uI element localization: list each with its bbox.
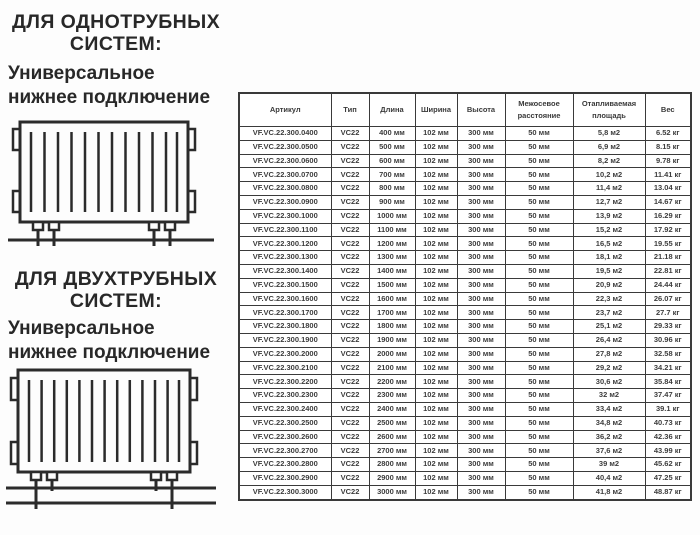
table-cell: 300 мм — [457, 430, 505, 444]
table-cell: 102 мм — [415, 430, 457, 444]
table-cell: 102 мм — [415, 195, 457, 209]
table-cell: 1500 мм — [369, 278, 415, 292]
table-cell: VC22 — [331, 471, 369, 485]
table-cell: VF.VC.22.300.1800 — [239, 320, 331, 334]
table-cell: 300 мм — [457, 361, 505, 375]
table-cell: VC22 — [331, 333, 369, 347]
table-cell: VF.VC.22.300.2400 — [239, 402, 331, 416]
table-cell: 41,8 м2 — [573, 485, 645, 499]
table-cell: 14.67 кг — [645, 195, 691, 209]
table-cell: 102 мм — [415, 278, 457, 292]
table-cell: VF.VC.22.300.2800 — [239, 458, 331, 472]
table-cell: 33,4 м2 — [573, 402, 645, 416]
table-cell: 102 мм — [415, 223, 457, 237]
table-cell: 300 мм — [457, 292, 505, 306]
table-cell: 13,9 м2 — [573, 209, 645, 223]
table-cell: VF.VC.22.300.0700 — [239, 168, 331, 182]
table-cell: VC22 — [331, 168, 369, 182]
table-cell: VC22 — [331, 402, 369, 416]
table-cell: 1700 мм — [369, 306, 415, 320]
table-cell: 50 мм — [505, 127, 573, 141]
column-header: Высота — [457, 93, 505, 127]
table-cell: 23,7 м2 — [573, 306, 645, 320]
table-cell: VC22 — [331, 361, 369, 375]
table-cell: 300 мм — [457, 416, 505, 430]
table-cell: VF.VC.22.300.2000 — [239, 347, 331, 361]
table-cell: 300 мм — [457, 347, 505, 361]
table-cell: VC22 — [331, 140, 369, 154]
table-row — [239, 127, 691, 141]
table-row — [239, 471, 691, 485]
table-cell: 10,2 м2 — [573, 168, 645, 182]
table-cell: VC22 — [331, 237, 369, 251]
table-cell: 16.29 кг — [645, 209, 691, 223]
table-cell: 27,8 м2 — [573, 347, 645, 361]
table-cell: 18,1 м2 — [573, 251, 645, 265]
table-cell: 9.78 кг — [645, 154, 691, 168]
table-cell: 26.07 кг — [645, 292, 691, 306]
table-cell: 300 мм — [457, 127, 505, 141]
table-cell: 15,2 м2 — [573, 223, 645, 237]
table-cell: 30,6 м2 — [573, 375, 645, 389]
table-cell: VF.VC.22.300.0900 — [239, 195, 331, 209]
table-cell: VC22 — [331, 458, 369, 472]
table-cell: VC22 — [331, 444, 369, 458]
table-cell: 43.99 кг — [645, 444, 691, 458]
table-cell: 2100 мм — [369, 361, 415, 375]
table-cell: 40,4 м2 — [573, 471, 645, 485]
table-cell: 50 мм — [505, 264, 573, 278]
table-row — [239, 402, 691, 416]
table-cell: 50 мм — [505, 333, 573, 347]
table-row — [239, 292, 691, 306]
table-cell: 50 мм — [505, 485, 573, 499]
table-row — [239, 140, 691, 154]
table-row — [239, 264, 691, 278]
table-row — [239, 251, 691, 265]
table-cell: 300 мм — [457, 278, 505, 292]
table-row — [239, 361, 691, 375]
spec-table-header-row — [239, 93, 691, 127]
table-cell: 40.73 кг — [645, 416, 691, 430]
table-cell: 27.7 кг — [645, 306, 691, 320]
table-cell: 400 мм — [369, 127, 415, 141]
table-cell: 1900 мм — [369, 333, 415, 347]
table-cell: VC22 — [331, 264, 369, 278]
table-cell: 50 мм — [505, 292, 573, 306]
table-cell: VC22 — [331, 127, 369, 141]
table-cell: 102 мм — [415, 209, 457, 223]
table-cell: VF.VC.22.300.2300 — [239, 389, 331, 403]
table-cell: 102 мм — [415, 264, 457, 278]
table-cell: 102 мм — [415, 237, 457, 251]
table-cell: 300 мм — [457, 402, 505, 416]
table-cell: 6.52 кг — [645, 127, 691, 141]
table-cell: 300 мм — [457, 306, 505, 320]
table-cell: VC22 — [331, 347, 369, 361]
table-cell: 102 мм — [415, 402, 457, 416]
table-cell: 34.21 кг — [645, 361, 691, 375]
table-cell: 1000 мм — [369, 209, 415, 223]
table-cell: 29.33 кг — [645, 320, 691, 334]
table-row — [239, 485, 691, 499]
table-cell: 2900 мм — [369, 471, 415, 485]
column-header: Межосевое расстояние — [505, 93, 573, 127]
spec-table-body — [239, 127, 691, 500]
table-cell: VC22 — [331, 278, 369, 292]
table-cell: 39.1 кг — [645, 402, 691, 416]
table-cell: 900 мм — [369, 195, 415, 209]
table-cell: 300 мм — [457, 485, 505, 499]
table-cell: 300 мм — [457, 209, 505, 223]
table-cell: VC22 — [331, 375, 369, 389]
table-cell: 30.96 кг — [645, 333, 691, 347]
table-cell: VF.VC.22.300.1100 — [239, 223, 331, 237]
table-row — [239, 333, 691, 347]
table-cell: 19,5 м2 — [573, 264, 645, 278]
section-subheading-two-pipe: Универсальное нижнее подключение — [8, 318, 211, 363]
table-cell: VF.VC.22.300.2700 — [239, 444, 331, 458]
table-cell: 1400 мм — [369, 264, 415, 278]
column-header: Отапливаемая площадь — [573, 93, 645, 127]
table-cell: 600 мм — [369, 154, 415, 168]
table-cell: 102 мм — [415, 333, 457, 347]
table-cell: VC22 — [331, 182, 369, 196]
table-cell: 50 мм — [505, 361, 573, 375]
table-cell: 300 мм — [457, 471, 505, 485]
table-cell: 2800 мм — [369, 458, 415, 472]
table-cell: 50 мм — [505, 168, 573, 182]
table-cell: 300 мм — [457, 264, 505, 278]
table-cell: 50 мм — [505, 375, 573, 389]
table-row — [239, 430, 691, 444]
table-cell: 300 мм — [457, 458, 505, 472]
table-cell: 300 мм — [457, 168, 505, 182]
table-cell: 50 мм — [505, 140, 573, 154]
table-cell: VF.VC.22.300.1000 — [239, 209, 331, 223]
table-row — [239, 347, 691, 361]
table-row — [239, 416, 691, 430]
table-cell: 37,6 м2 — [573, 444, 645, 458]
table-cell: 50 мм — [505, 402, 573, 416]
table-cell: 50 мм — [505, 237, 573, 251]
table-cell: VF.VC.22.300.3000 — [239, 485, 331, 499]
table-cell: VF.VC.22.300.1300 — [239, 251, 331, 265]
table-cell: 2300 мм — [369, 389, 415, 403]
table-cell: 32.58 кг — [645, 347, 691, 361]
table-cell: 300 мм — [457, 237, 505, 251]
table-cell: 102 мм — [415, 389, 457, 403]
section-heading-two-pipe: ДЛЯ ДВУХТРУБНЫХ СИСТЕМ: — [14, 268, 218, 313]
table-cell: 102 мм — [415, 320, 457, 334]
table-cell: 300 мм — [457, 251, 505, 265]
table-cell: VF.VC.22.300.2200 — [239, 375, 331, 389]
table-cell: 50 мм — [505, 182, 573, 196]
column-header: Вес — [645, 93, 691, 127]
table-cell: 3000 мм — [369, 485, 415, 499]
table-cell: 50 мм — [505, 195, 573, 209]
table-cell: 2400 мм — [369, 402, 415, 416]
table-cell: 50 мм — [505, 223, 573, 237]
table-cell: VC22 — [331, 389, 369, 403]
table-cell: 17.92 кг — [645, 223, 691, 237]
table-cell: VF.VC.22.300.1500 — [239, 278, 331, 292]
table-cell: 300 мм — [457, 195, 505, 209]
table-cell: 300 мм — [457, 154, 505, 168]
table-cell: 102 мм — [415, 347, 457, 361]
table-cell: 1200 мм — [369, 237, 415, 251]
table-cell: VF.VC.22.300.0500 — [239, 140, 331, 154]
table-cell: 800 мм — [369, 182, 415, 196]
table-cell: VF.VC.22.300.2900 — [239, 471, 331, 485]
column-header: Ширина — [415, 93, 457, 127]
table-row — [239, 306, 691, 320]
table-cell: VF.VC.22.300.1900 — [239, 333, 331, 347]
table-cell: 39 м2 — [573, 458, 645, 472]
radiator-two-pipe-diagram — [4, 367, 220, 521]
table-cell: 102 мм — [415, 375, 457, 389]
table-cell: 300 мм — [457, 140, 505, 154]
table-cell: 50 мм — [505, 416, 573, 430]
table-cell: 11.41 кг — [645, 168, 691, 182]
table-cell: 102 мм — [415, 444, 457, 458]
table-cell: 1300 мм — [369, 251, 415, 265]
table-cell: 12,7 м2 — [573, 195, 645, 209]
table-cell: 102 мм — [415, 140, 457, 154]
table-cell: 300 мм — [457, 223, 505, 237]
table-cell: 102 мм — [415, 182, 457, 196]
table-cell: VF.VC.22.300.0600 — [239, 154, 331, 168]
table-cell: VC22 — [331, 195, 369, 209]
table-cell: 50 мм — [505, 278, 573, 292]
table-cell: VF.VC.22.300.1200 — [239, 237, 331, 251]
table-row — [239, 320, 691, 334]
table-cell: 11,4 м2 — [573, 182, 645, 196]
table-cell: 5,8 м2 — [573, 127, 645, 141]
table-cell: 102 мм — [415, 127, 457, 141]
column-header: Артикул — [239, 93, 331, 127]
table-cell: VC22 — [331, 430, 369, 444]
table-cell: 29,2 м2 — [573, 361, 645, 375]
table-cell: 50 мм — [505, 209, 573, 223]
table-cell: 21.18 кг — [645, 251, 691, 265]
table-row — [239, 154, 691, 168]
table-cell: 50 мм — [505, 444, 573, 458]
table-cell: 8.15 кг — [645, 140, 691, 154]
table-cell: 34,8 м2 — [573, 416, 645, 430]
table-cell: 700 мм — [369, 168, 415, 182]
table-cell: VC22 — [331, 292, 369, 306]
table-cell: 50 мм — [505, 347, 573, 361]
table-cell: 16,5 м2 — [573, 237, 645, 251]
table-cell: VC22 — [331, 154, 369, 168]
table-cell: VF.VC.22.300.2500 — [239, 416, 331, 430]
table-cell: 300 мм — [457, 333, 505, 347]
table-cell: 50 мм — [505, 471, 573, 485]
table-cell: VC22 — [331, 485, 369, 499]
table-cell: 13.04 кг — [645, 182, 691, 196]
table-cell: 300 мм — [457, 182, 505, 196]
table-cell: 1100 мм — [369, 223, 415, 237]
table-cell: 36,2 м2 — [573, 430, 645, 444]
table-cell: VC22 — [331, 306, 369, 320]
table-cell: 2600 мм — [369, 430, 415, 444]
table-cell: 50 мм — [505, 320, 573, 334]
table-cell: 22.81 кг — [645, 264, 691, 278]
table-cell: VC22 — [331, 320, 369, 334]
column-header: Длина — [369, 93, 415, 127]
table-cell: 102 мм — [415, 471, 457, 485]
table-cell: 50 мм — [505, 389, 573, 403]
table-row — [239, 444, 691, 458]
table-cell: 102 мм — [415, 292, 457, 306]
table-cell: 24.44 кг — [645, 278, 691, 292]
table-cell: 102 мм — [415, 361, 457, 375]
table-cell: 2500 мм — [369, 416, 415, 430]
table-cell: 50 мм — [505, 458, 573, 472]
table-cell: 300 мм — [457, 444, 505, 458]
table-cell: 300 мм — [457, 389, 505, 403]
table-cell: 8,2 м2 — [573, 154, 645, 168]
table-cell: VF.VC.22.300.1600 — [239, 292, 331, 306]
table-cell: VF.VC.22.300.2600 — [239, 430, 331, 444]
table-cell: 22,3 м2 — [573, 292, 645, 306]
table-cell: 6,9 м2 — [573, 140, 645, 154]
table-cell: VC22 — [331, 416, 369, 430]
table-cell: 20,9 м2 — [573, 278, 645, 292]
table-cell: 102 мм — [415, 416, 457, 430]
table-row — [239, 389, 691, 403]
section-heading-one-pipe: ДЛЯ ОДНОТРУБНЫХ СИСТЕМ: — [11, 11, 221, 56]
table-cell: 50 мм — [505, 154, 573, 168]
table-row — [239, 278, 691, 292]
table-cell: 19.55 кг — [645, 237, 691, 251]
table-cell: 1600 мм — [369, 292, 415, 306]
table-cell: 42.36 кг — [645, 430, 691, 444]
table-row — [239, 182, 691, 196]
table-cell: 48.87 кг — [645, 485, 691, 499]
table-cell: VF.VC.22.300.1700 — [239, 306, 331, 320]
table-cell: 50 мм — [505, 251, 573, 265]
table-cell: 300 мм — [457, 320, 505, 334]
table-cell: 102 мм — [415, 306, 457, 320]
table-row — [239, 209, 691, 223]
section-subheading-one-pipe: Универсальное нижнее подключение — [8, 63, 211, 108]
table-cell: 2700 мм — [369, 444, 415, 458]
table-cell: 102 мм — [415, 458, 457, 472]
table-cell: VC22 — [331, 251, 369, 265]
table-cell: 32 м2 — [573, 389, 645, 403]
radiator-feet — [33, 222, 175, 246]
table-cell: 2200 мм — [369, 375, 415, 389]
radiator-single-pipe-diagram — [6, 119, 218, 257]
table-cell: VF.VC.22.300.1400 — [239, 264, 331, 278]
column-header: Тип — [331, 93, 369, 127]
table-cell: 45.62 кг — [645, 458, 691, 472]
table-cell: 102 мм — [415, 154, 457, 168]
table-cell: 26,4 м2 — [573, 333, 645, 347]
table-cell: 2000 мм — [369, 347, 415, 361]
table-cell: VC22 — [331, 223, 369, 237]
table-cell: 102 мм — [415, 485, 457, 499]
table-cell: 500 мм — [369, 140, 415, 154]
table-cell: 50 мм — [505, 430, 573, 444]
table-cell: VF.VC.22.300.0800 — [239, 182, 331, 196]
table-cell: 25,1 м2 — [573, 320, 645, 334]
table-cell: 37.47 кг — [645, 389, 691, 403]
table-cell: 50 мм — [505, 306, 573, 320]
table-cell: 1800 мм — [369, 320, 415, 334]
table-cell: VC22 — [331, 209, 369, 223]
table-row — [239, 195, 691, 209]
spec-table — [238, 92, 692, 501]
table-row — [239, 375, 691, 389]
table-cell: 47.25 кг — [645, 471, 691, 485]
table-cell: VF.VC.22.300.2100 — [239, 361, 331, 375]
table-row — [239, 458, 691, 472]
table-row — [239, 237, 691, 251]
table-cell: 35.84 кг — [645, 375, 691, 389]
table-cell: 102 мм — [415, 251, 457, 265]
table-cell: 102 мм — [415, 168, 457, 182]
table-row — [239, 223, 691, 237]
table-cell: 300 мм — [457, 375, 505, 389]
table-row — [239, 168, 691, 182]
table-cell: VF.VC.22.300.0400 — [239, 127, 331, 141]
